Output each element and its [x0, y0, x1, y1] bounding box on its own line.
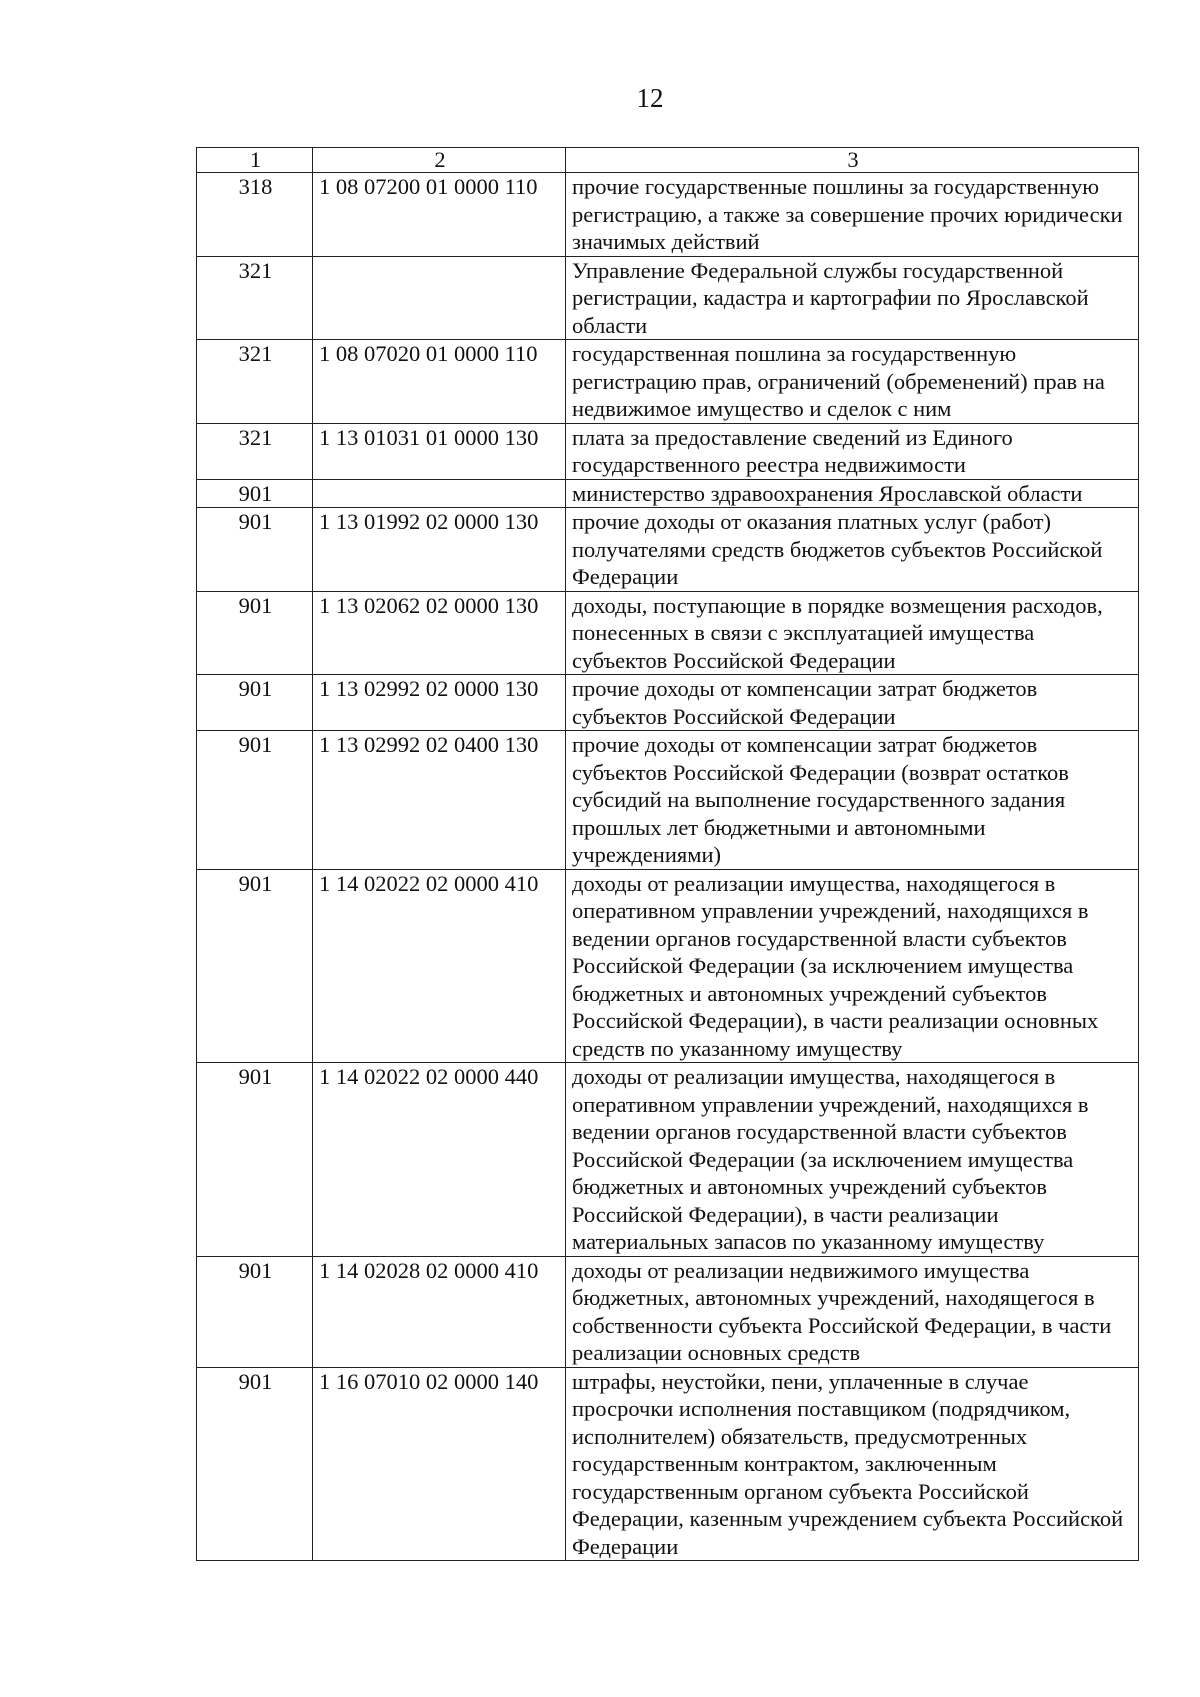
table-row — [197, 1256, 1139, 1367]
page-number: 12 — [636, 83, 664, 113]
table-header-row — [197, 148, 1139, 173]
admin-code-cell: 901 — [197, 731, 313, 870]
revenue-code-cell: 1 14 02022 02 0000 440 — [313, 1063, 566, 1257]
admin-code-cell: 321 — [197, 256, 313, 340]
admin-code-cell: 901 — [197, 591, 313, 675]
revenue-code-cell: 1 13 02062 02 0000 130 — [313, 591, 566, 675]
admin-code-cell: 901 — [197, 869, 313, 1063]
description-cell: доходы от реализации недвижимого имущества бюджетных, автономных учреждений, находящегося в собственности субъекта Российской Федерации, в части реализации основных средств — [566, 1256, 1139, 1367]
column-header-1: 1 — [197, 148, 313, 173]
table-row — [197, 340, 1139, 424]
description-cell: доходы от реализации имущества, находящегося в оперативном управлении учреждений, находящихся в ведении органов государственной власти субъектов Российской Федерации (за исключением имущества бюджетных и автономных учреждений субъектов Российской Федерации), в части реализации материальных запасов по указанному имуществу — [566, 1063, 1139, 1257]
description-cell: доходы от реализации имущества, находящегося в оперативном управлении учреждений, находящихся в ведении органов государственной власти субъектов Российской Федерации (за исключением имущества бюджетных и автономных учреждений субъектов Российской Федерации), в части реализации основных средств по указанному имуществу — [566, 869, 1139, 1063]
admin-code-cell: 901 — [197, 675, 313, 731]
table-row — [197, 1367, 1139, 1561]
table-row — [197, 675, 1139, 731]
revenue-code-cell: 1 13 01031 01 0000 130 — [313, 423, 566, 479]
description-cell: штрафы, неустойки, пени, уплаченные в случае просрочки исполнения поставщиком (подрядчиком, исполнителем) обязательств, предусмотренных государственным контрактом, заключенным государственным органом субъекта Российской Федерации, казенным учреждением субъекта Российской Федерации — [566, 1367, 1139, 1561]
revenue-code-cell: 1 13 01992 02 0000 130 — [313, 508, 566, 592]
table-row — [197, 508, 1139, 592]
admin-code-cell: 321 — [197, 423, 313, 479]
column-header-2: 2 — [313, 148, 566, 173]
table-row — [197, 256, 1139, 340]
description-cell: прочие доходы от компенсации затрат бюджетов субъектов Российской Федерации — [566, 675, 1139, 731]
table-row — [197, 479, 1139, 508]
description-cell: прочие государственные пошлины за государственную регистрацию, а также за совершение прочих юридически значимых действий — [566, 173, 1139, 257]
revenue-code-cell: 1 14 02028 02 0000 410 — [313, 1256, 566, 1367]
table-row — [197, 173, 1139, 257]
admin-code-cell: 901 — [197, 1063, 313, 1257]
description-cell: доходы, поступающие в порядке возмещения расходов, понесенных в связи с эксплуатацией имущества субъектов Российской Федерации — [566, 591, 1139, 675]
table-row — [197, 591, 1139, 675]
revenue-code-cell: 1 14 02022 02 0000 410 — [313, 869, 566, 1063]
revenue-code-cell: 1 08 07200 01 0000 110 — [313, 173, 566, 257]
revenue-code-cell: 1 16 07010 02 0000 140 — [313, 1367, 566, 1561]
revenue-code-cell — [313, 256, 566, 340]
description-cell: министерство здравоохранения Ярославской области — [566, 479, 1139, 508]
revenue-code-cell: 1 13 02992 02 0000 130 — [313, 675, 566, 731]
description-cell: прочие доходы от оказания платных услуг (работ) получателями средств бюджетов субъектов Российской Федерации — [566, 508, 1139, 592]
column-header-3: 3 — [566, 148, 1139, 173]
admin-code-cell: 318 — [197, 173, 313, 257]
description-cell: Управление Федеральной службы государственной регистрации, кадастра и картографии по Ярославской области — [566, 256, 1139, 340]
table-row — [197, 423, 1139, 479]
admin-code-cell: 901 — [197, 1367, 313, 1561]
revenue-code-cell — [313, 479, 566, 508]
description-cell: плата за предоставление сведений из Единого государственного реестра недвижимости — [566, 423, 1139, 479]
revenue-codes-table — [196, 147, 1139, 1561]
admin-code-cell: 901 — [197, 508, 313, 592]
table-row — [197, 731, 1139, 870]
table-row — [197, 869, 1139, 1063]
admin-code-cell: 321 — [197, 340, 313, 424]
revenue-code-cell: 1 13 02992 02 0400 130 — [313, 731, 566, 870]
admin-code-cell: 901 — [197, 1256, 313, 1367]
table-row — [197, 1063, 1139, 1257]
revenue-code-cell: 1 08 07020 01 0000 110 — [313, 340, 566, 424]
description-cell: государственная пошлина за государственную регистрацию прав, ограничений (обременений) прав на недвижимое имущество и сделок с ним — [566, 340, 1139, 424]
description-cell: прочие доходы от компенсации затрат бюджетов субъектов Российской Федерации (возврат остатков субсидий на выполнение государственного задания прошлых лет бюджетными и автономными учреждениями) — [566, 731, 1139, 870]
admin-code-cell: 901 — [197, 479, 313, 508]
